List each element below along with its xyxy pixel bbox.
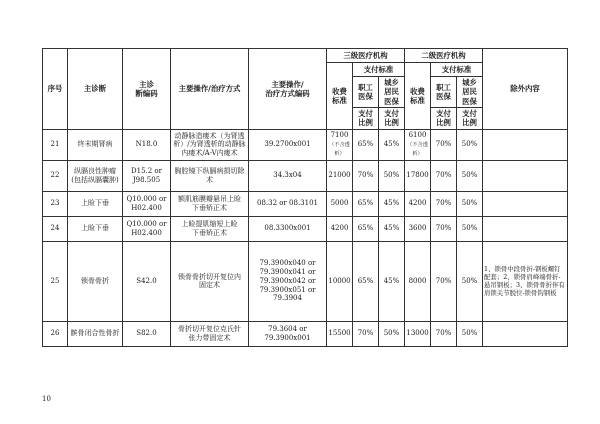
cell-res2-text: 50%	[461, 329, 478, 338]
header-pay-ratio-3a: 支付 比例	[353, 107, 379, 129]
cell-fee2-text: 6100	[408, 131, 427, 140]
header-exclusion: 除外内容	[483, 49, 568, 130]
cell-res3-text: 50%	[383, 171, 400, 180]
cell-res3-text: 45%	[383, 199, 400, 208]
cell-emp3	[353, 129, 379, 160]
cell-fee2-text: 13000	[406, 329, 429, 338]
cell-res3	[379, 160, 405, 191]
cell-res3	[379, 321, 405, 346]
cell-emp2	[431, 216, 457, 241]
cell-emp2-text: 70%	[435, 171, 452, 180]
cell-res3-text: 50%	[383, 329, 400, 338]
cell-exclusion	[483, 321, 568, 346]
cell-emp2-text: 70%	[435, 140, 452, 149]
cell-seq-text: 24	[50, 224, 60, 233]
cell-code-text: Q10.000 or H02.400	[126, 220, 167, 237]
fee3-note: （不含透析）	[329, 142, 350, 158]
cell-fee2	[405, 321, 431, 346]
fee2-note: （不含透析）	[407, 142, 428, 158]
cell-fee3-text: 4200	[330, 224, 349, 233]
cell-seq-text: 23	[50, 199, 60, 208]
cell-fee2-text: 8000	[408, 276, 427, 285]
cell-diagnosis	[68, 321, 123, 346]
cell-operation	[171, 160, 249, 191]
cell-emp2	[431, 241, 457, 321]
cell-operation	[171, 321, 249, 346]
cell-emp2-text: 70%	[435, 199, 452, 208]
cell-code-text: S42.0	[136, 276, 157, 285]
cell-fee3	[327, 321, 353, 346]
cell-emp3	[353, 216, 379, 241]
table-row	[43, 129, 568, 160]
cell-exclusion	[483, 241, 568, 321]
cell-fee3	[327, 129, 353, 160]
cell-emp2	[431, 321, 457, 346]
header-pay-ratio-2b: 支付 比例	[457, 107, 483, 129]
cell-res3	[379, 241, 405, 321]
cell-fee2-text: 17800	[406, 171, 429, 180]
cell-operation-text: 额肌筋膜瓣悬吊上睑 下垂矫正术	[178, 195, 241, 212]
cell-res2	[457, 321, 483, 346]
table-row	[43, 216, 568, 241]
cell-code-text: Q10.000 or H02.400	[126, 195, 167, 212]
cell-exclusion	[483, 216, 568, 241]
cell-emp2-text: 70%	[435, 224, 452, 233]
cell-diagnosis-text: 纵膈良性肿瘤 (包括纵膈囊肿)	[71, 167, 119, 184]
cell-res2-text: 50%	[461, 140, 478, 149]
cell-fee3-text: 15500	[328, 329, 351, 338]
cell-diagnosis	[68, 216, 123, 241]
cell-seq-text: 25	[50, 276, 60, 285]
cell-diagnosis-text: 终末期肾病	[77, 140, 113, 149]
header-diagnosis: 主诊断	[68, 49, 123, 130]
cell-code-text: D15.2 or J98.505	[131, 167, 162, 184]
cell-exclusion	[483, 160, 568, 191]
cell-exclusion	[483, 129, 568, 160]
cell-diagnosis	[68, 129, 123, 160]
table-row	[43, 160, 568, 191]
header-level2: 二级医疗机构	[405, 49, 483, 63]
cell-diagnosis-text: 髌骨闭合性骨折	[70, 329, 120, 338]
cell-fee3-text: 10000	[328, 276, 351, 285]
cell-op-code	[249, 160, 327, 191]
cell-emp2	[431, 160, 457, 191]
cell-emp3-text: 65%	[357, 224, 374, 233]
cell-emp2-text: 70%	[435, 276, 452, 285]
cell-res2	[457, 241, 483, 321]
header-code: 主诊 断编码	[123, 49, 171, 130]
cell-operation-text: 胸腔镜下纵膈病损切除术	[174, 167, 245, 184]
cell-op-code-text: 79.3900x040 or 79.3900x041 or 79.3900x042 or 79.3900x051 or 79.3904	[259, 259, 316, 303]
header-op-code: 主要操作/ 治疗方式编码	[249, 49, 327, 130]
cell-op-code-text: 39.2700x001	[264, 140, 311, 149]
cell-op-code-text: 79.3604 or 79.3900x001	[264, 325, 311, 342]
header-operation: 主要操作/治疗方式	[171, 49, 249, 130]
cell-operation-text: 动静脉造瘘术（为肾透析）/为肾透析的动静脉内瘘术/A-V内瘘术	[173, 131, 246, 158]
cell-op-code-text: 08.3300x001	[264, 224, 311, 233]
cell-res3	[379, 191, 405, 216]
cell-op-code	[249, 241, 327, 321]
cell-emp3-text: 65%	[357, 199, 374, 208]
cell-diagnosis-text: 上睑下垂	[81, 199, 109, 208]
cell-fee2	[405, 191, 431, 216]
cell-emp3-text: 65%	[357, 276, 374, 285]
cell-res2	[457, 129, 483, 160]
header-level3: 三级医疗机构	[327, 49, 405, 63]
cell-seq	[43, 191, 68, 216]
cell-operation	[171, 216, 249, 241]
cell-diagnosis	[68, 241, 123, 321]
header-resident-3: 城乡 居民 医保	[379, 77, 405, 108]
header-pay-std-2: 支付标准	[431, 63, 483, 77]
cell-operation	[171, 191, 249, 216]
cell-code	[123, 216, 171, 241]
cell-emp3	[353, 321, 379, 346]
cell-seq	[43, 129, 68, 160]
header-pay-ratio-2a: 支付 比例	[431, 107, 457, 129]
cell-seq-text: 26	[50, 329, 60, 338]
cell-seq-text: 21	[50, 140, 60, 149]
cell-fee3-text: 7100	[330, 131, 349, 140]
cell-op-code	[249, 129, 327, 160]
cell-emp3	[353, 191, 379, 216]
cell-res2-text: 50%	[461, 224, 478, 233]
cell-seq	[43, 321, 68, 346]
header-seq: 序号	[43, 49, 68, 130]
cell-res3	[379, 129, 405, 160]
table-row	[43, 191, 568, 216]
header-employee-2: 职工 医保	[431, 77, 457, 108]
cell-code	[123, 191, 171, 216]
header-employee-3: 职工 医保	[353, 77, 379, 108]
cell-code	[123, 321, 171, 346]
cell-fee3	[327, 191, 353, 216]
cell-fee2	[405, 216, 431, 241]
cell-diagnosis-text: 上睑下垂	[81, 224, 109, 233]
cell-seq	[43, 241, 68, 321]
cell-emp3	[353, 241, 379, 321]
cell-operation	[171, 129, 249, 160]
header-pay-ratio-3b: 支付 比例	[379, 107, 405, 129]
cell-fee3	[327, 160, 353, 191]
cell-diagnosis	[68, 191, 123, 216]
cell-exclusion-text: 1、锁骨中段骨折-钢板螺钉配套；2、锁骨肩峰端骨折-悬吊钢板；3、锁骨骨折伴有肩锁关节脱位-锁骨钩钢板	[484, 265, 565, 298]
header-fee-std-2: 收费 标准	[405, 63, 431, 130]
cell-fee2	[405, 129, 431, 160]
cell-emp2	[431, 129, 457, 160]
cell-res3-text: 45%	[383, 224, 400, 233]
cell-op-code	[249, 321, 327, 346]
cell-exclusion	[483, 191, 568, 216]
cell-emp3-text: 65%	[357, 140, 374, 149]
cell-res2	[457, 160, 483, 191]
cell-fee3-text: 5000	[330, 199, 349, 208]
cell-op-code	[249, 191, 327, 216]
cell-op-code-text: 34.3x04	[273, 171, 302, 180]
cell-emp3-text: 70%	[357, 171, 374, 180]
cell-operation	[171, 241, 249, 321]
cell-diagnosis-text: 锁骨骨折	[81, 276, 109, 285]
cell-operation-text: 上睑提肌缩短上睑 下垂矫正术	[181, 220, 238, 237]
cell-op-code	[249, 216, 327, 241]
cell-res2-text: 50%	[461, 276, 478, 285]
cell-emp3-text: 70%	[357, 329, 374, 338]
cell-res2	[457, 216, 483, 241]
cell-res3	[379, 216, 405, 241]
cell-emp2-text: 70%	[435, 329, 452, 338]
cell-res2-text: 50%	[461, 171, 478, 180]
cell-seq	[43, 160, 68, 191]
cell-code-text: N18.0	[135, 140, 158, 149]
cell-code	[123, 160, 171, 191]
page-number: 10	[42, 395, 51, 403]
cell-diagnosis	[68, 160, 123, 191]
cell-code	[123, 129, 171, 160]
cell-res3-text: 45%	[383, 140, 400, 149]
cell-res2	[457, 191, 483, 216]
table-row	[43, 321, 568, 346]
cell-emp2	[431, 191, 457, 216]
table-body	[43, 129, 568, 346]
header-pay-std-3: 支付标准	[353, 63, 405, 77]
table-row	[43, 241, 568, 321]
cell-fee2-text: 4200	[408, 199, 427, 208]
header-fee-std-3: 收费 标准	[327, 63, 353, 130]
cell-res2-text: 50%	[461, 199, 478, 208]
cell-fee3	[327, 241, 353, 321]
cell-operation-text: 骨折切开复位克氏针 张力带固定术	[178, 325, 241, 342]
cell-operation-text: 锁骨骨折切开复位内 固定术	[178, 272, 241, 290]
cell-op-code-text: 08.32 or 08.3101	[257, 199, 318, 208]
cell-code	[123, 241, 171, 321]
cell-seq	[43, 216, 68, 241]
cell-fee3	[327, 216, 353, 241]
cell-fee3-text: 21000	[328, 171, 351, 180]
cell-seq-text: 22	[50, 171, 60, 180]
cell-fee2-text: 3600	[408, 224, 427, 233]
cell-emp3	[353, 160, 379, 191]
cell-res3-text: 45%	[383, 276, 400, 285]
cell-fee2	[405, 241, 431, 321]
fee-standard-table	[42, 48, 568, 347]
cell-code-text: S82.0	[136, 329, 157, 338]
cell-fee2	[405, 160, 431, 191]
header-resident-2: 城乡 居民 医保	[457, 77, 483, 108]
